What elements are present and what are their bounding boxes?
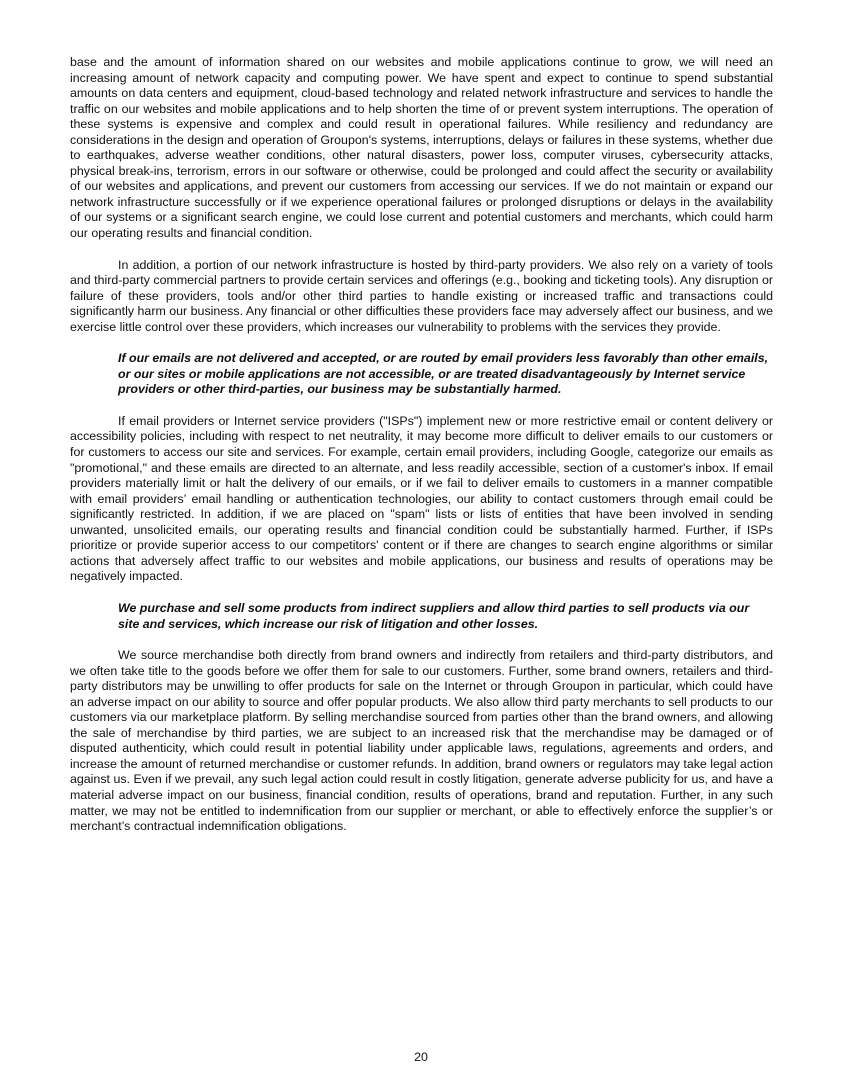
risk-heading-emails: If our emails are not delivered and accepted, or are routed by email providers less favorably than other emails, or our sites or mobile applications are not accessible, or are treated disadvantageously by Internet service providers or other third-parties, our business may be substantially harmed.	[118, 351, 769, 397]
risk-heading-indirect-suppliers: We purchase and sell some products from indirect suppliers and allow third parties to sell products via our site and services, which increase our risk of litigation and other losses.	[118, 600, 750, 631]
paragraph-spacer	[70, 398, 773, 414]
paragraph-spacer	[70, 242, 773, 258]
paragraph-network-capacity: base and the amount of information shared on our websites and mobile applications continue to grow, we will need an increasing amount of network capacity and computing power. We have spent and expect to continue to spend substantial amounts on data centers and equipment, cloud-based technology and related network infrastructure and services to handle the traffic on our websites and mobile applications and to help shorten the time of or prevent system interruptions. The operation of these systems is expensive and complex and could result in operational failures. While resiliency and redundancy are considerations in the design and operation of Groupon's systems, interruptions, delays or failures in these systems, whether due to earthquakes, adverse weather conditions, other natural disasters, power loss, computer viruses, cybersecurity attacks, physical break-ins, terrorism, errors in our software or otherwise, could be prolonged and could affect the security or availability of our websites and applications, and prevent our customers from accessing our services. If we do not maintain or expand our network infrastructure successfully or if we experience operational failures or prolonged disruptions or delays in the availability of our systems or a significant search engine, we could lose current and potential customers and merchants, which could harm our operating results and financial condition.	[70, 55, 773, 241]
paragraph-spacer	[70, 585, 773, 601]
document-body	[70, 55, 773, 835]
paragraph-third-party-providers: In addition, a portion of our network infrastructure is hosted by third-party providers. We also rely on a variety of tools and third-party commercial partners to provide certain services and offerings (e.g., booking and ticketing tools). Any disruption or failure of these providers, tools and/or other third parties to handle existing or increased traffic and transactions could significantly harm our business. Any financial or other difficulties these providers face may adversely affect our business, and we exercise little control over these providers, which increases our vulnerability to problems with the services they provide.	[70, 257, 773, 334]
paragraph-email-providers: If email providers or Internet service providers ("ISPs") implement new or more restrictive email or content delivery or accessibility policies, including with respect to net neutrality, it may become more difficult to deliver emails to our customers or for customers to access our site and services. For example, certain email providers, including Google, categorize our emails as "promotional," and these emails are directed to an alternate, and less readily accessible, section of a customer's inbox. If email providers materially limit or halt the delivery of our emails, or if we fail to deliver emails to customers in a manner compatible with email providers’ email handling or authentication technologies, our ability to contact customers through email could be significantly restricted. In addition, if we are placed on "spam" lists or lists of entities that have been involved in sending unwanted, unsolicited emails, our operating results and financial condition could be substantially harmed. Further, if ISPs prioritize or provide superior access to our competitors' content or if there are changes to search engine algorithms or similar actions that adversely affect traffic to our websites and mobile applications, our business and results of operations may be negatively impacted.	[70, 413, 773, 584]
paragraph-merchandise-sourcing: We source merchandise both directly from brand owners and indirectly from retailers and third-party distributors, and we often take title to the goods before we offer them for sale to our customers. Further, some brand owners, retailers and third- party distributors may be unwilling to offer products for sale on the Internet or through Groupon in particular, which could have an adverse impact on our ability to source and offer popular products. We also allow third party merchants to sell products to our customers via our marketplace platform. By selling merchandise sourced from parties other than the brand owners, and allowing the sale of merchandise by third parties, we are subject to an increased risk that the merchandise may be damaged or of disputed authenticity, which could result in potential liability under applicable laws, regulations, agreements and orders, and increase the amount of returned merchandise or customer refunds. In addition, brand owners or regulators may take legal action against us. Even if we prevail, any such legal action could result in costly litigation, generate adverse publicity for us, and have a material adverse impact on our business, financial condition, results of operations, brand and reputation. Further, in any such matter, we may not be entitled to indemnification from our supplier or merchant, or able to effectively enforce the supplier’s or merchant’s contractual indemnification obligations.	[70, 648, 773, 834]
paragraph-spacer	[70, 335, 773, 351]
page-number: 20	[414, 1050, 428, 1064]
paragraph-spacer	[70, 632, 773, 648]
